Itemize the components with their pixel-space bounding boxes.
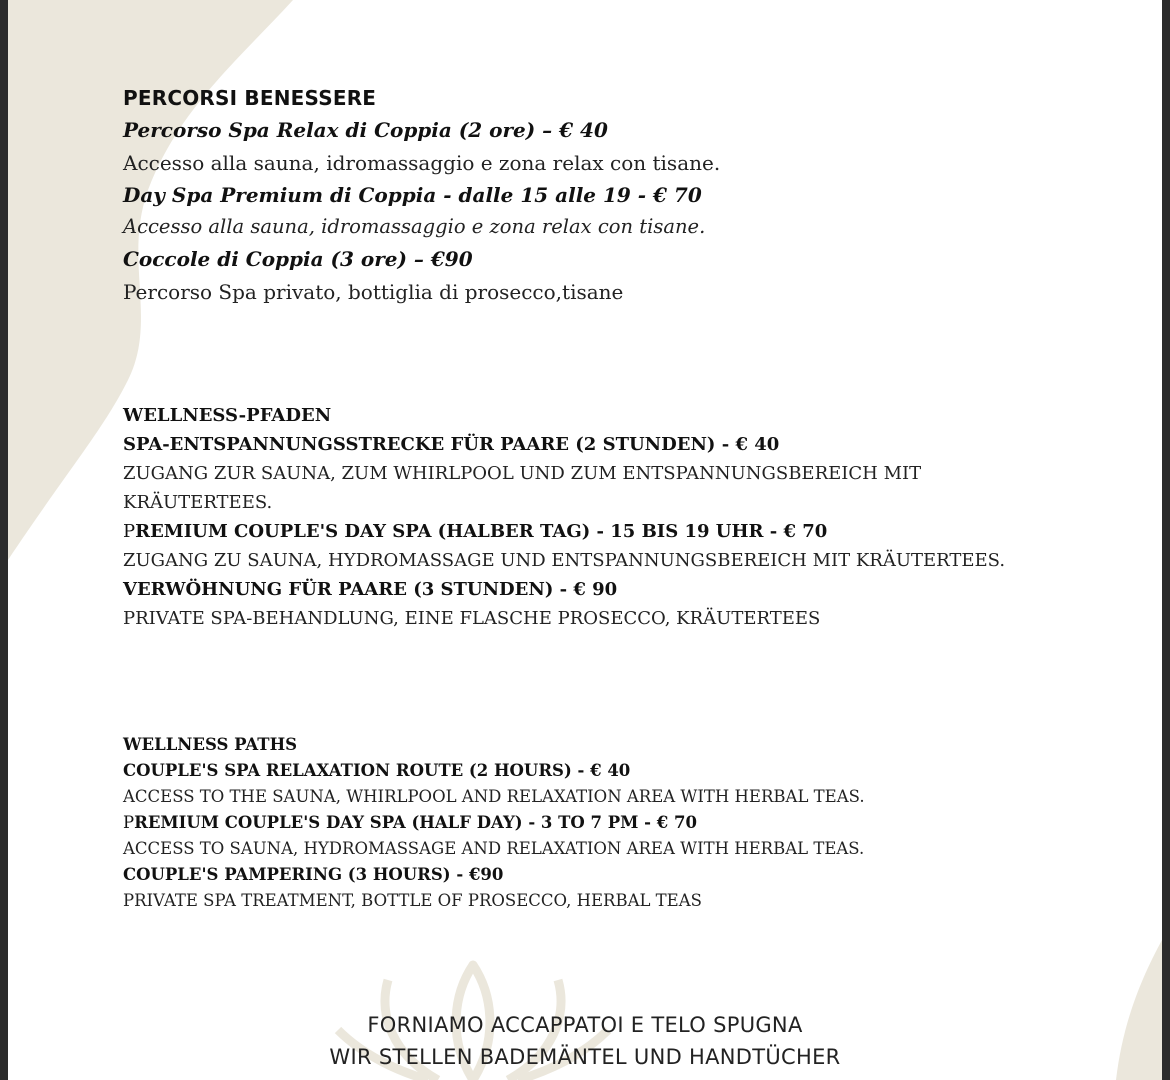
german-item-1-description-line1: ZUGANG ZUR SAUNA, ZUM WHIRLPOOL UND ZUM ENTSPANNUNGSBEREICH MIT: [123, 463, 922, 484]
menu-page: [8, 0, 1162, 1080]
german-item-3-title: VERWÖHNUNG FÜR PAARE (3 STUNDEN) - € 90: [123, 579, 618, 600]
english-item-2-title: [123, 813, 697, 832]
german-item-1-description-line2: KRÄUTERTEES.: [123, 492, 273, 513]
german-section-heading: WELLNESS-PFADEN: [123, 405, 332, 426]
german-item-3-description: PRIVATE SPA-BEHANDLUNG, EINE FLASCHE PROSECCO, KRÄUTERTEES: [123, 608, 821, 629]
italian-item-2-title: Day Spa Premium di Coppia - dalle 15 alle 19 - € 70: [123, 183, 702, 207]
english-item-2-title-rest: REMIUM COUPLE'S DAY SPA (HALF DAY) - 3 TO 7 PM - € 70: [134, 813, 697, 832]
german-item-2-title-rest: REMIUM COUPLE'S DAY SPA (HALBER TAG) - 15 BIS 19 UHR - € 70: [135, 521, 828, 542]
german-item-2-title-initial: P: [123, 521, 136, 542]
english-item-2-title-initial: P: [123, 813, 135, 832]
italian-item-2-description: Accesso alla sauna, idromassaggio e zona relax con tisane.: [123, 215, 706, 238]
german-item-2-title: [123, 521, 827, 542]
italian-item-3-description: Percorso Spa privato, bottiglia di prosecco,tisane: [123, 280, 624, 304]
german-item-1-title: SPA-ENTSPANNUNGSSTRECKE FÜR PAARE (2 STUNDEN) - € 40: [123, 434, 780, 455]
english-item-3-title: COUPLE'S PAMPERING (3 HOURS) - €90: [123, 865, 504, 884]
italian-item-1-description: Accesso alla sauna, idromassaggio e zona relax con tisane.: [123, 151, 721, 175]
italian-item-1-title: Percorso Spa Relax di Coppia (2 ore) – € 40: [123, 118, 608, 142]
english-item-2-description: ACCESS TO SAUNA, HYDROMASSAGE AND RELAXATION AREA WITH HERBAL TEAS.: [123, 839, 865, 858]
italian-section-heading: PERCORSI BENESSERE: [123, 86, 377, 110]
english-item-3-description: PRIVATE SPA TREATMENT, BOTTLE OF PROSECCO, HERBAL TEAS: [123, 891, 702, 910]
footer-line-2: WIR STELLEN BADEMÄNTEL UND HANDTÜCHER: [329, 1045, 841, 1069]
footer-line-1: FORNIAMO ACCAPPATOI E TELO SPUGNA: [367, 1013, 803, 1037]
italian-item-3-title: Coccole di Coppia (3 ore) – €90: [123, 247, 473, 271]
english-item-1-description: ACCESS TO THE SAUNA, WHIRLPOOL AND RELAXATION AREA WITH HERBAL TEAS.: [123, 787, 865, 806]
english-section-heading: WELLNESS PATHS: [123, 735, 298, 754]
german-item-2-description: ZUGANG ZU SAUNA, HYDROMASSAGE UND ENTSPANNUNGSBEREICH MIT KRÄUTERTEES.: [123, 550, 1006, 571]
english-item-1-title: COUPLE'S SPA RELAXATION ROUTE (2 HOURS) - € 40: [123, 761, 631, 780]
